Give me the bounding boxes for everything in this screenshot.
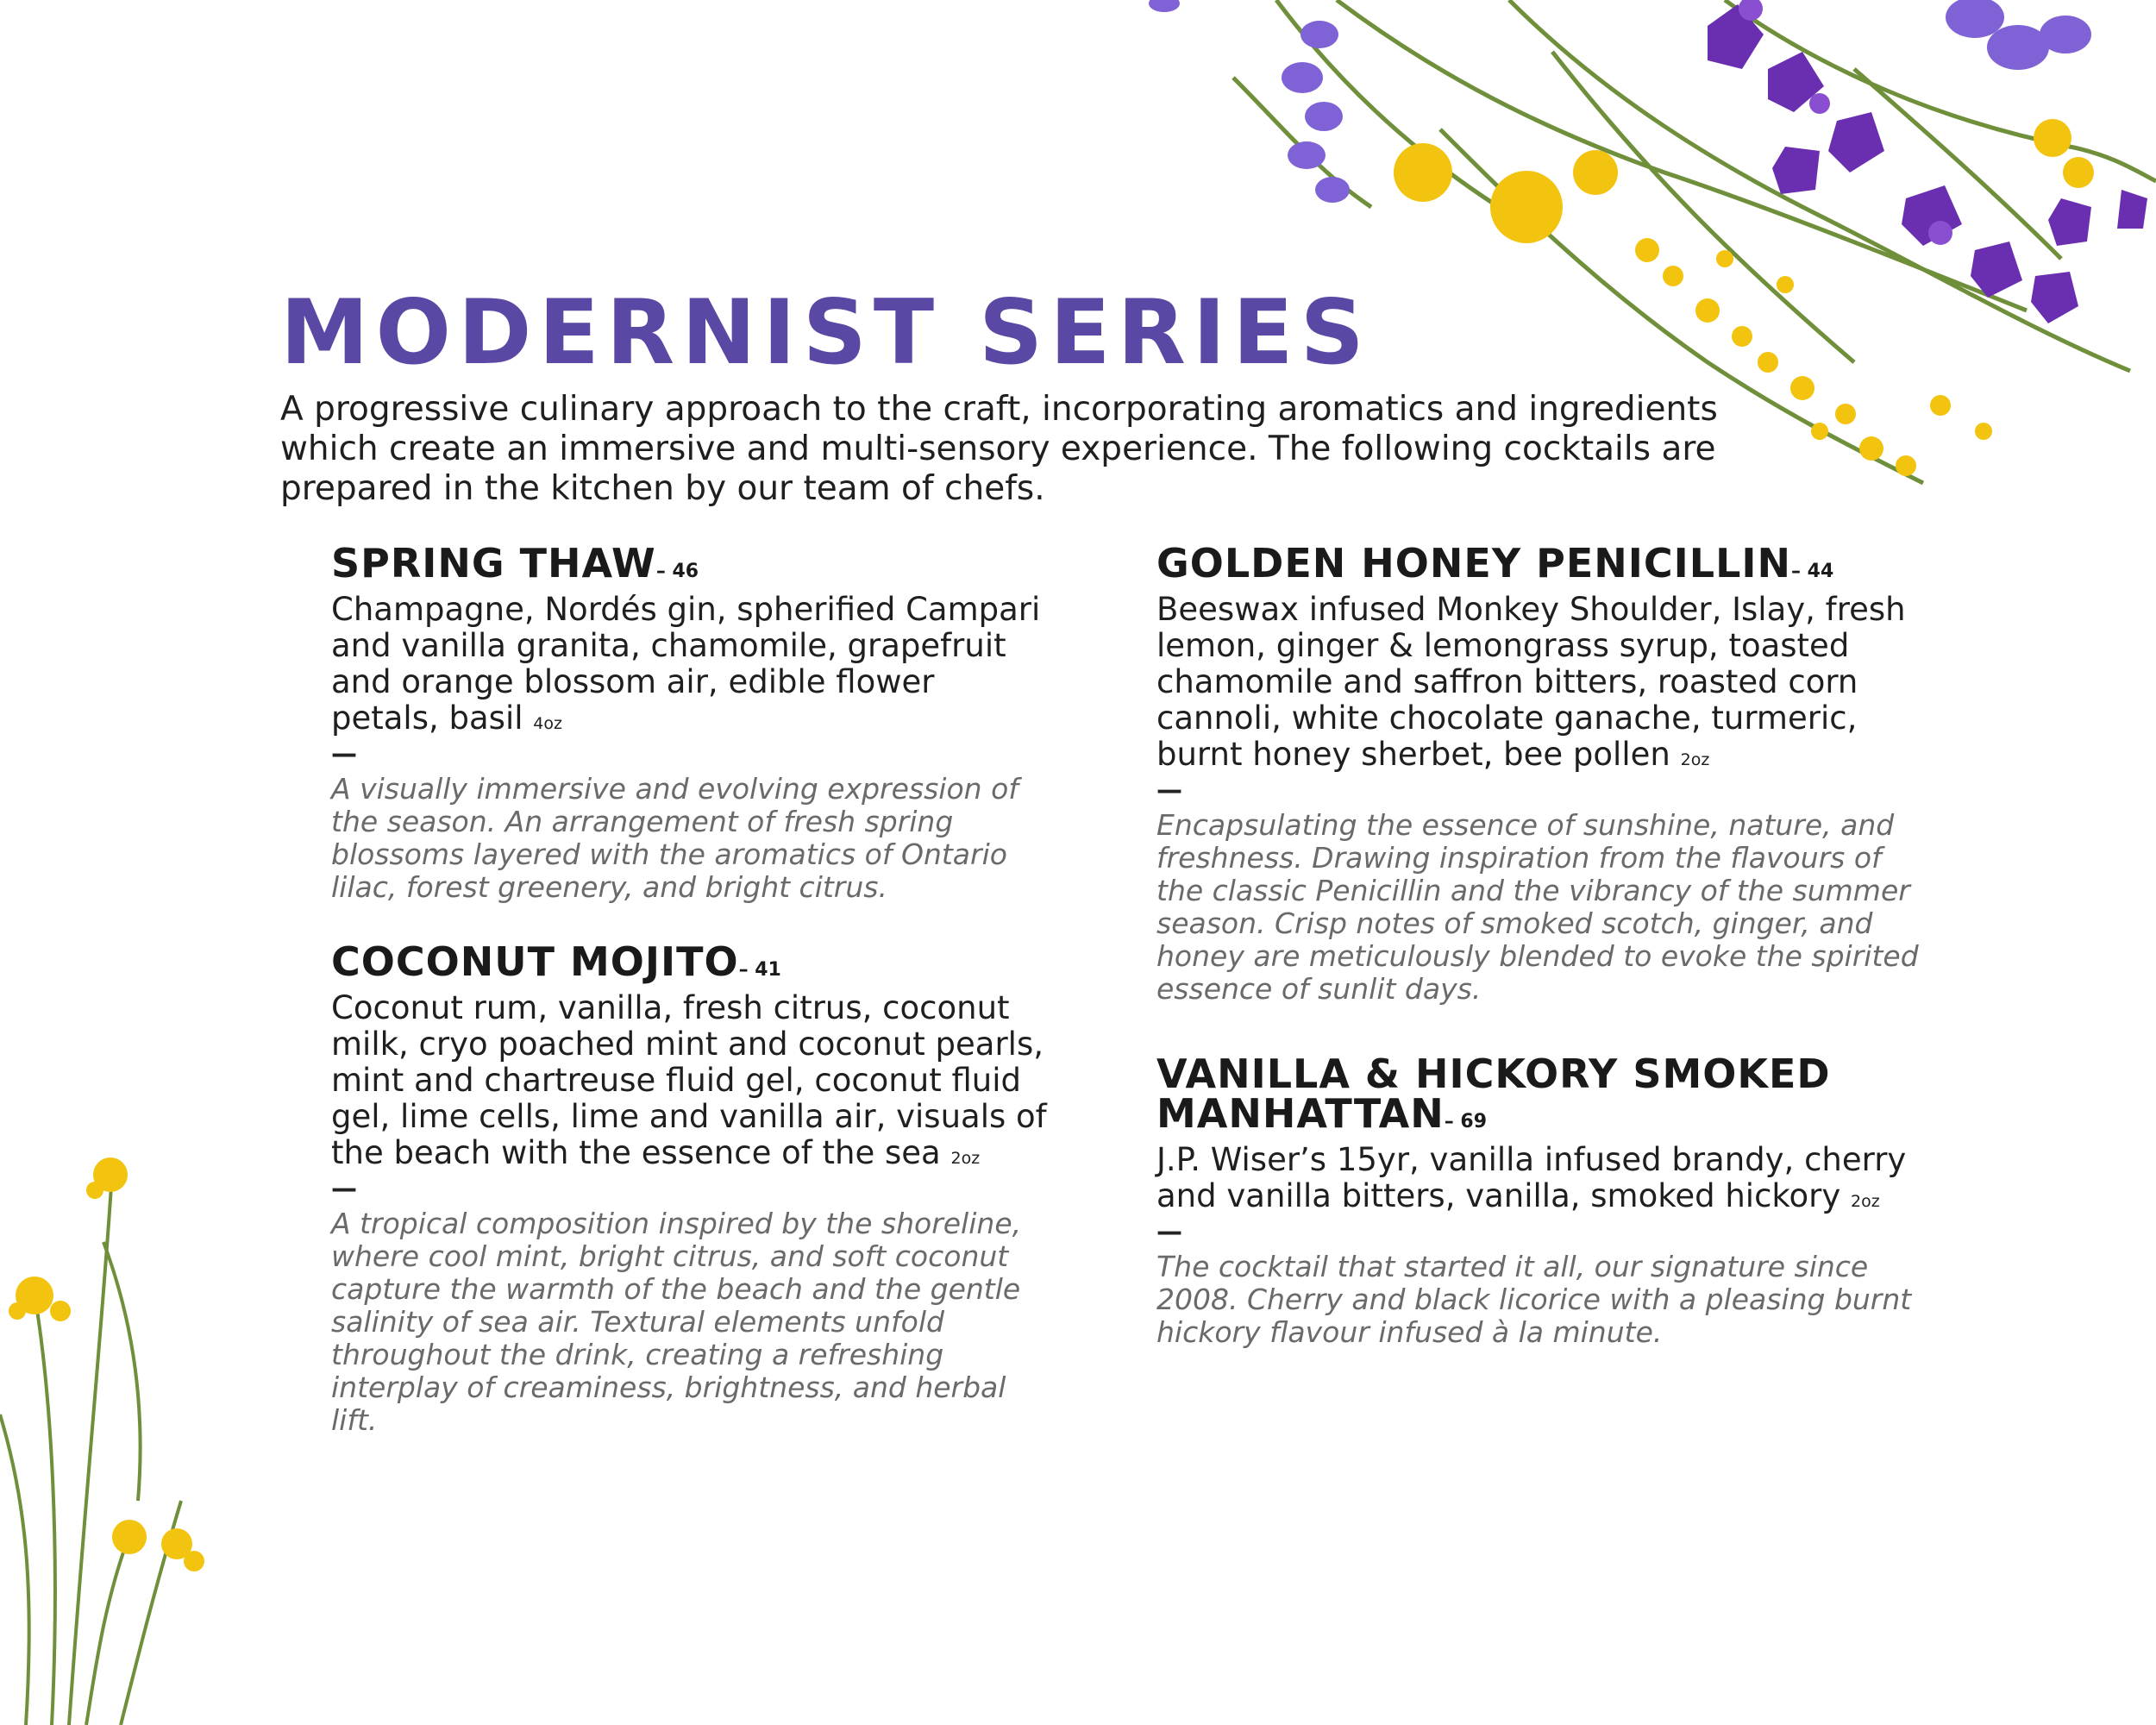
right-column — [1156, 540, 1924, 1349]
item-ingredients-text: Champagne, Nordés gin, spherified Campari and vanilla granita, chamomile, grapefruit and orange blossom air, edible flower petals, basil — [331, 591, 1041, 737]
item-description: The cocktail that started it all, our signature since 2008. Cherry and black licorice with a pleasing burnt hickory flavour infused à la minute. — [1156, 1250, 1912, 1349]
item-description: A visually immersive and evolving expression of the season. An arrangement of fresh spring blossoms layered with the aromatics of Ontario lilac, forest greenery, and bright citrus. — [331, 772, 1018, 904]
wildflower-bottom-decoration — [0, 1138, 224, 1725]
item-price: – 46 — [655, 561, 699, 582]
menu-item-spring-thaw — [331, 540, 1047, 904]
item-ingredients — [331, 990, 1047, 1176]
item-name — [331, 540, 1047, 592]
larkspur-flower-icon — [1149, 0, 2091, 203]
intro-paragraph: A progressive culinary approach to the craft, incorporating aromatics and ingredients which create an immersive and multi-sensory experience. The following cocktails are prepared in the kitchen by our team of chefs. — [280, 390, 1718, 508]
item-name — [1156, 540, 1924, 592]
item-divider: — — [1156, 775, 1182, 806]
item-ingredients — [1156, 1142, 1924, 1220]
item-ingredients — [1156, 592, 1924, 778]
item-volume: 4oz — [533, 714, 562, 733]
page-title: MODERNIST SERIES — [280, 281, 1371, 385]
item-volume: 2oz — [950, 1149, 981, 1168]
item-ingredients-text: J.P. Wiser’s 15yr, vanilla infused brandy, cherry and vanilla bitters, vanilla, smoked hickory — [1156, 1141, 1907, 1214]
left-column — [331, 540, 1047, 1437]
item-name-text: GOLDEN HONEY PENICILLIN — [1156, 540, 1791, 586]
item-name-text: SPRING THAW — [331, 540, 656, 586]
item-price: – 69 — [1444, 1111, 1488, 1132]
item-divider: — — [331, 1174, 357, 1204]
item-name-text: COCONUT MOJITO — [331, 938, 739, 985]
item-ingredients-text: Beeswax infused Monkey Shoulder, Islay, fresh lemon, ginger & lemongrass syrup, toasted chamomile and saffron bitters, roasted corn cannoli, white chocolate ganache, turmeric, burnt honey sherbet, bee pollen — [1156, 591, 1906, 773]
item-price: – 44 — [1791, 561, 1834, 582]
item-volume: 2oz — [1680, 750, 1710, 769]
item-name-text: VANILLA & HICKORY SMOKED MANHATTAN — [1156, 1051, 1831, 1137]
item-volume: 2oz — [1851, 1192, 1880, 1211]
menu-item-coconut-mojito — [331, 938, 1047, 1437]
item-ingredients-text: Coconut rum, vanilla, fresh citrus, coconut milk, cryo poached mint and coconut pearls, mint and chartreuse fluid gel, coconut fluid gel, lime cells, lime and vanilla air, visuals of the beach with the essence of the sea — [331, 989, 1047, 1171]
item-name — [1156, 1051, 1924, 1142]
item-description: Encapsulating the essence of sunshine, nature, and freshness. Drawing inspiration from the flavours of the classic Penicillin and the vibrancy of the summer season. Crisp notes of smoked scotch, ginger, and honey are meticulously blended to evoke the spirited essence of sunlit days. — [1156, 808, 1919, 1006]
item-name — [331, 938, 1047, 990]
menu-item-vanilla-hickory-manhattan — [1156, 1051, 1924, 1349]
yellow-flower-icon — [9, 1157, 204, 1571]
menu-item-golden-honey-penicillin — [1156, 540, 1924, 1006]
item-description: A tropical composition inspired by the shoreline, where cool mint, bright citrus, and soft coconut capture the warmth of the beach and the gentle salinity of sea air. Textural elements unfold throughout the drink, creating a refreshing interplay of creaminess, brightness, and herbal lift. — [331, 1207, 1022, 1437]
stem-icon — [0, 1173, 181, 1725]
item-ingredients — [331, 592, 1047, 742]
item-divider: — — [331, 739, 357, 769]
item-divider: — — [1156, 1217, 1182, 1247]
item-price: – 41 — [738, 959, 781, 981]
